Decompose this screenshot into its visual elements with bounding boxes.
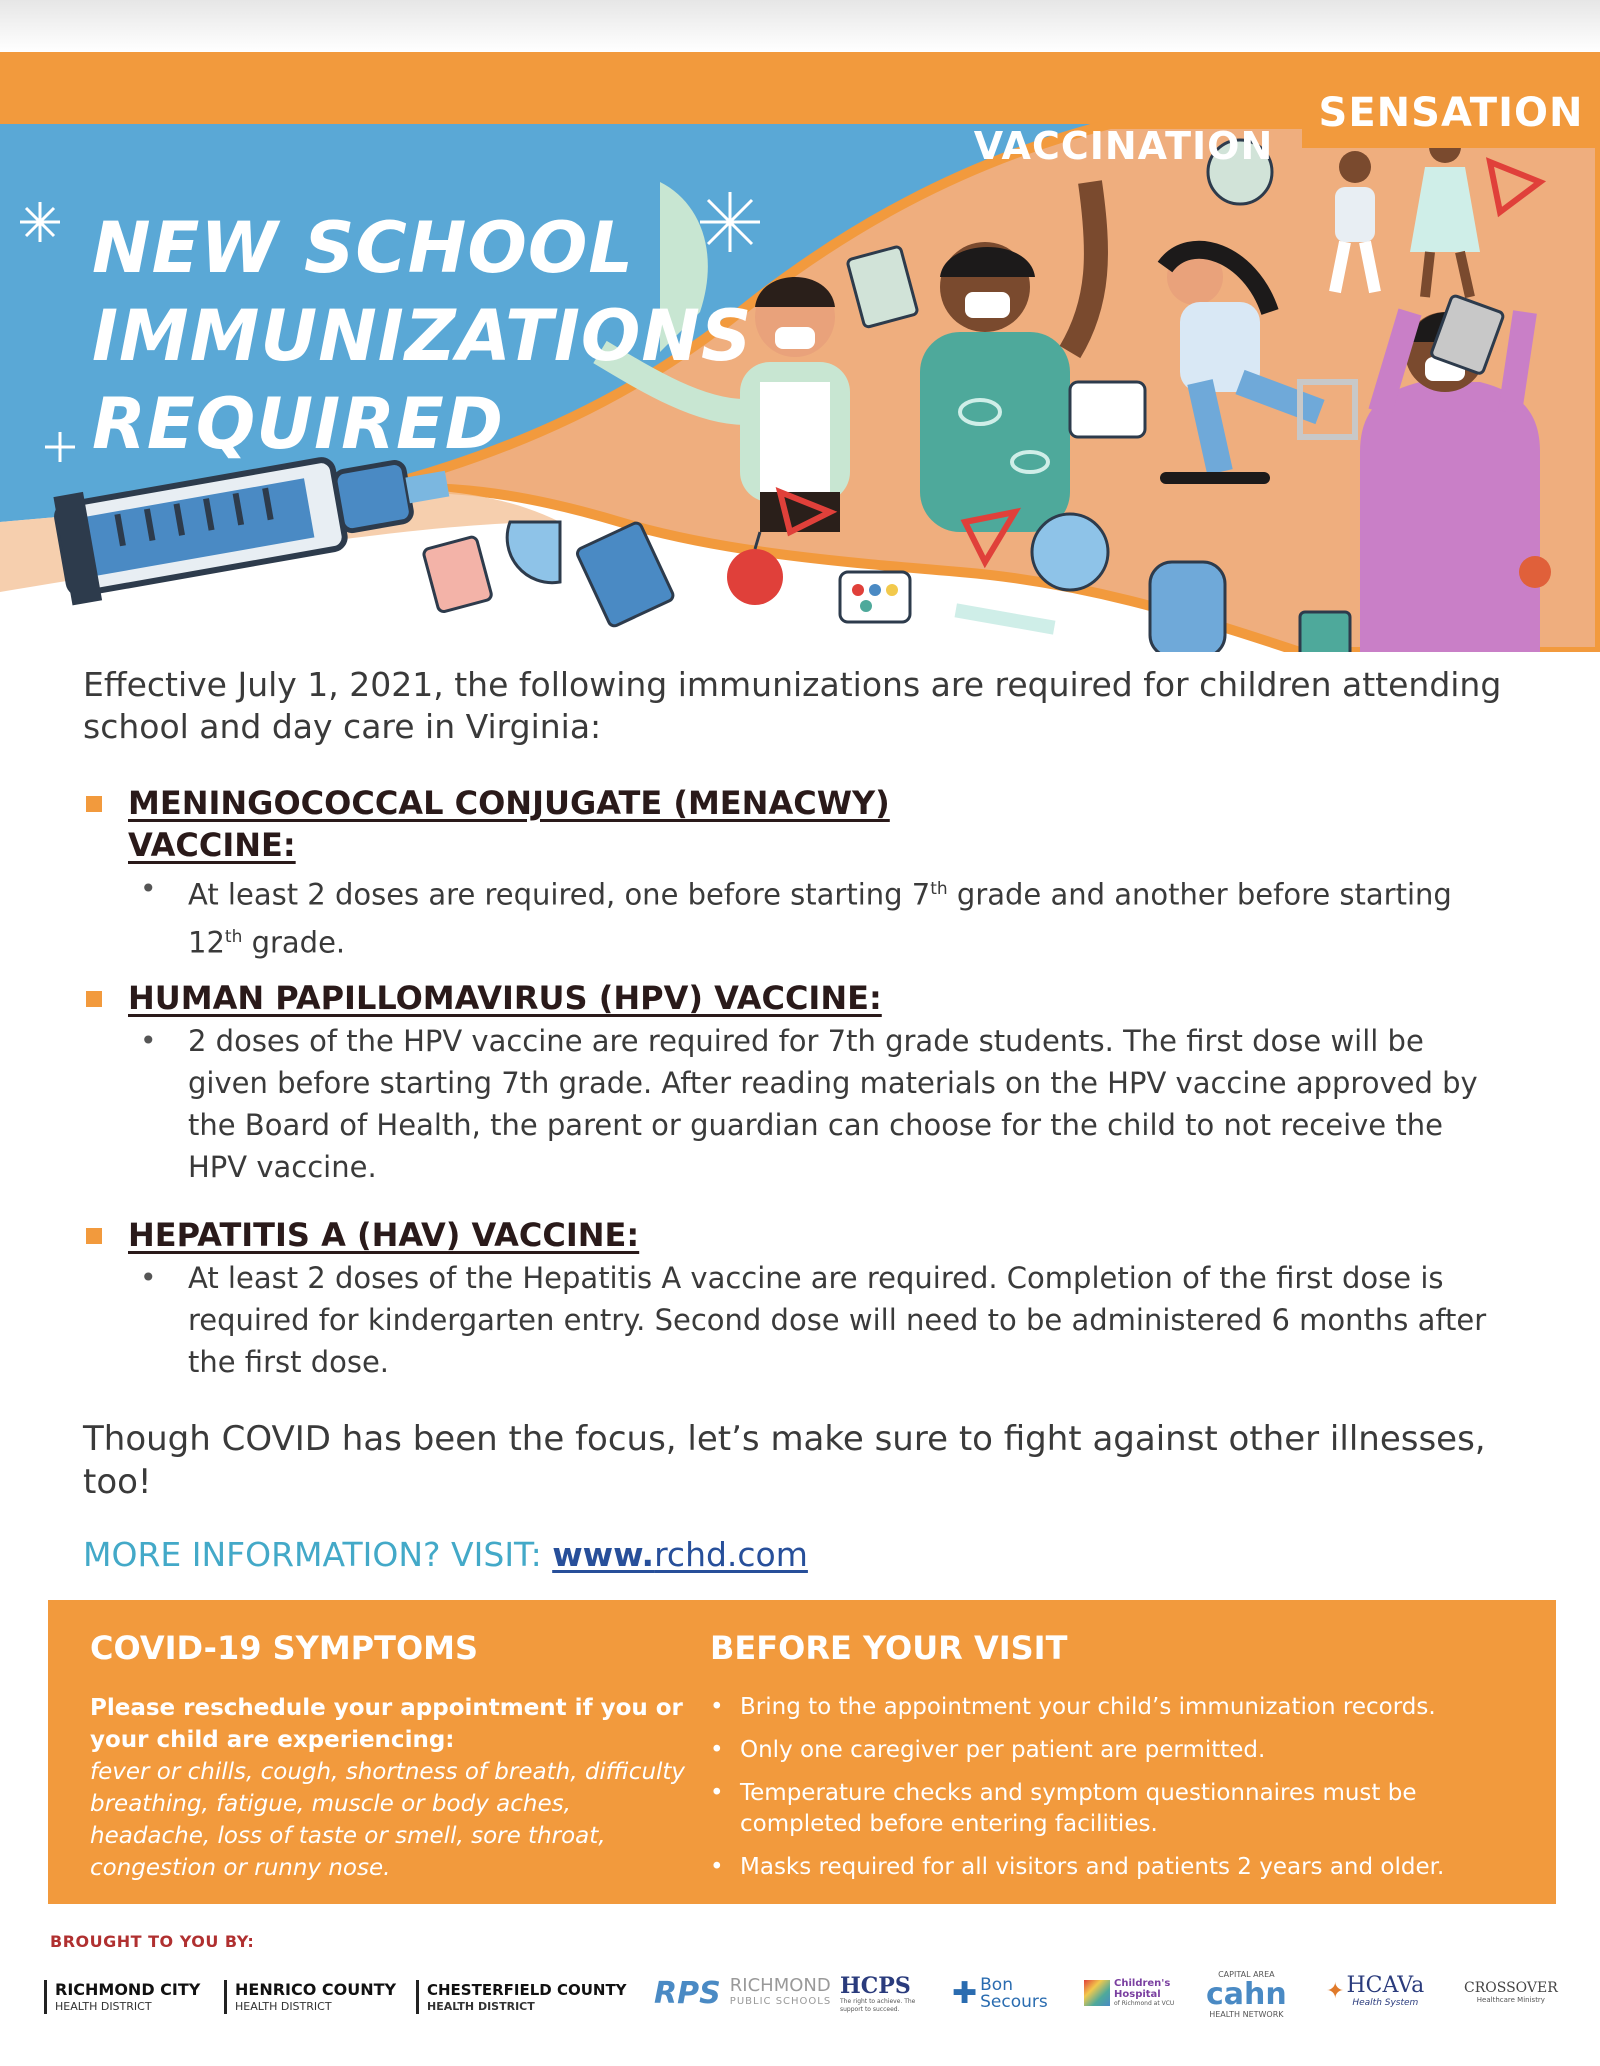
menacwy-heading-line-2: VACCINE: [128, 826, 296, 864]
covid-symptoms-column [90, 1628, 690, 1884]
menacwy-text-b: grade and another before starting 12 [188, 877, 1452, 960]
childrens-hospital-icon [1084, 1980, 1110, 2006]
hpv-bullet-text: 2 doses of the HPV vaccine are required for 7th grade students. The first dose will be given before starting 7th grade. After reading materials on the HPV vaccine approved by the Board of Health, the parent or guardian can choose for the child to not receive the HPV vaccine. [188, 1024, 1478, 1184]
rps-abbr: RPS [654, 1976, 721, 2011]
richmond-city-sub: HEALTH DISTRICT [55, 2000, 152, 2013]
link-prefix: www. [552, 1535, 655, 1574]
cahn-top: CAPITAL AREA [1218, 1970, 1275, 1979]
bullet-marker: • [140, 1261, 157, 1294]
title-line-1: NEW SCHOOL [92, 207, 634, 289]
childrens-line-2: Hospital [1114, 1989, 1161, 2000]
vaccination-banner [945, 116, 1302, 176]
rps-sub: PUBLIC SCHOOLS [729, 1996, 832, 2007]
link-domain: rchd.com [654, 1535, 808, 1574]
hav-heading: HEPATITIS A (HAV) VACCINE: [128, 1216, 640, 1254]
hca-sub: Health System [1352, 1998, 1419, 2008]
bullet-marker: • [140, 1024, 157, 1057]
top-fade [0, 0, 1600, 52]
menacwy-text-a: At least 2 doses are required, one before starting 7 [188, 877, 931, 912]
bullet-marker: • [710, 1737, 724, 1763]
hpv-bullet [140, 1020, 1500, 1188]
henrico-county-logo [224, 1980, 396, 2014]
hca-logo [1326, 1974, 1424, 2008]
sponsor-logos [44, 1970, 1564, 2034]
rps-logo [654, 1976, 831, 2011]
title-line-3: REQUIRED [92, 383, 504, 465]
covid-symptoms-title: COVID-19 SYMPTOMS [90, 1629, 479, 1667]
more-info-line [83, 1533, 808, 1577]
menacwy-bullet-text [188, 868, 1460, 963]
info-box [48, 1600, 1556, 1904]
visit-item-text: Only one caregiver per patient are permitted. [740, 1737, 1266, 1763]
section-heading-hav [86, 1214, 639, 1256]
hcps-logo [840, 1974, 930, 2014]
cahn-logo [1206, 1970, 1287, 2020]
hav-bullet-text: At least 2 doses of the Hepatitis A vaccine are required. Completion of the first dose is required for kindergarten entry. Second dose will need to be administered 6 months after the first dose. [188, 1261, 1487, 1379]
crossover-logo [1464, 1980, 1558, 2005]
henrico-county-name: HENRICO COUNTY [235, 1980, 397, 1999]
brought-to-you-label: BROUGHT TO YOU BY: [50, 1932, 255, 1951]
bon-secours-cross-icon: ✚ [952, 1976, 978, 2011]
vaccination-text: VACCINATION [973, 124, 1274, 168]
rchd-link[interactable] [552, 1535, 808, 1574]
chesterfield-county-logo [416, 1980, 627, 2014]
hav-bullet [140, 1257, 1500, 1383]
bullet-marker: • [710, 1780, 724, 1806]
richmond-city-logo [44, 1980, 200, 2014]
before-visit-title: BEFORE YOUR VISIT [710, 1629, 1068, 1667]
visit-item [710, 1735, 1540, 1766]
bon-secours-logo [952, 1976, 1048, 2011]
orange-square-icon [86, 1228, 102, 1244]
menacwy-heading-line-1: MENINGOCOCCAL CONJUGATE (MENACWY) [128, 784, 890, 822]
sensation-banner [1302, 78, 1600, 148]
visit-item-text: Temperature checks and symptom questionnaires must be completed before entering facilities. [740, 1780, 1417, 1837]
hero-illustration [0, 52, 1600, 652]
covid-symptoms-list: fever or chills, cough, shortness of breath, difficulty breathing, fatigue, muscle or body aches, headache, loss of taste or smell, sore throat, congestion or runny nose. [90, 1759, 686, 1881]
visit-item [710, 1778, 1540, 1840]
hca-star-icon: ✦ [1326, 1978, 1345, 2004]
sensation-text: SENSATION [1318, 90, 1584, 136]
more-info-label: MORE INFORMATION? VISIT: [83, 1535, 553, 1574]
hcps-name: HCPS [840, 1973, 911, 1999]
superscript-th: th [930, 879, 948, 899]
crossover-sub: Healthcare Ministry [1476, 1996, 1545, 2004]
section-heading-menacwy [86, 782, 890, 866]
visit-item [710, 1692, 1540, 1723]
childrens-hospital-logo [1084, 1978, 1174, 2008]
childrens-line-3: of Richmond at VCU [1114, 2000, 1175, 2007]
henrico-county-sub: HEALTH DISTRICT [235, 2000, 332, 2013]
before-visit-column [710, 1628, 1540, 1895]
visit-item-text: Masks required for all visitors and patients 2 years and older. [740, 1854, 1445, 1880]
childrens-line-1: Children's [1114, 1978, 1171, 1989]
bullet-marker: • [140, 872, 157, 905]
page-title [92, 204, 812, 468]
section-heading-hpv [86, 977, 882, 1019]
hca-name: HCAVa [1346, 1973, 1425, 1998]
visit-item-text: Bring to the appointment your child’s immunization records. [740, 1694, 1436, 1720]
hcps-sub: The right to achieve. The support to succeed. [840, 1998, 916, 2013]
chesterfield-county-name: CHESTERFIELD COUNTY [427, 1981, 627, 1999]
orange-square-icon [86, 991, 102, 1007]
cahn-sub: HEALTH NETWORK [1209, 2010, 1284, 2019]
crossover-name: CROSSOVER [1464, 1980, 1558, 1996]
intro-paragraph: Effective July 1, 2021, the following immunizations are required for children attending school and day care in Virginia: [83, 665, 1502, 746]
bullet-marker: • [710, 1854, 724, 1880]
bon-line-1: Bon [980, 1974, 1013, 1995]
richmond-city-name: RICHMOND CITY [55, 1980, 201, 1999]
closing-paragraph: Though COVID has been the focus, let’s make sure to fight against other illnesses, too! [83, 1419, 1486, 1502]
menacwy-text-c: grade. [242, 925, 346, 960]
bullet-marker: • [710, 1694, 724, 1720]
orange-square-icon [86, 796, 102, 812]
covid-symptoms-lead: Please reschedule your appointment if you or your child are experiencing: [90, 1695, 683, 1753]
title-line-2: IMMUNIZATIONS [92, 295, 753, 377]
superscript-th: th [224, 926, 243, 947]
cahn-name: cahn [1206, 1977, 1287, 2012]
hpv-heading: HUMAN PAPILLOMAVIRUS (HPV) VACCINE: [128, 979, 882, 1017]
rps-name: RICHMOND [729, 1975, 831, 1996]
visit-item [710, 1852, 1540, 1883]
bon-line-2: Secours [980, 1991, 1048, 2012]
chesterfield-county-sub: HEALTH DISTRICT [427, 2000, 535, 2013]
menacwy-bullet [140, 868, 1460, 963]
